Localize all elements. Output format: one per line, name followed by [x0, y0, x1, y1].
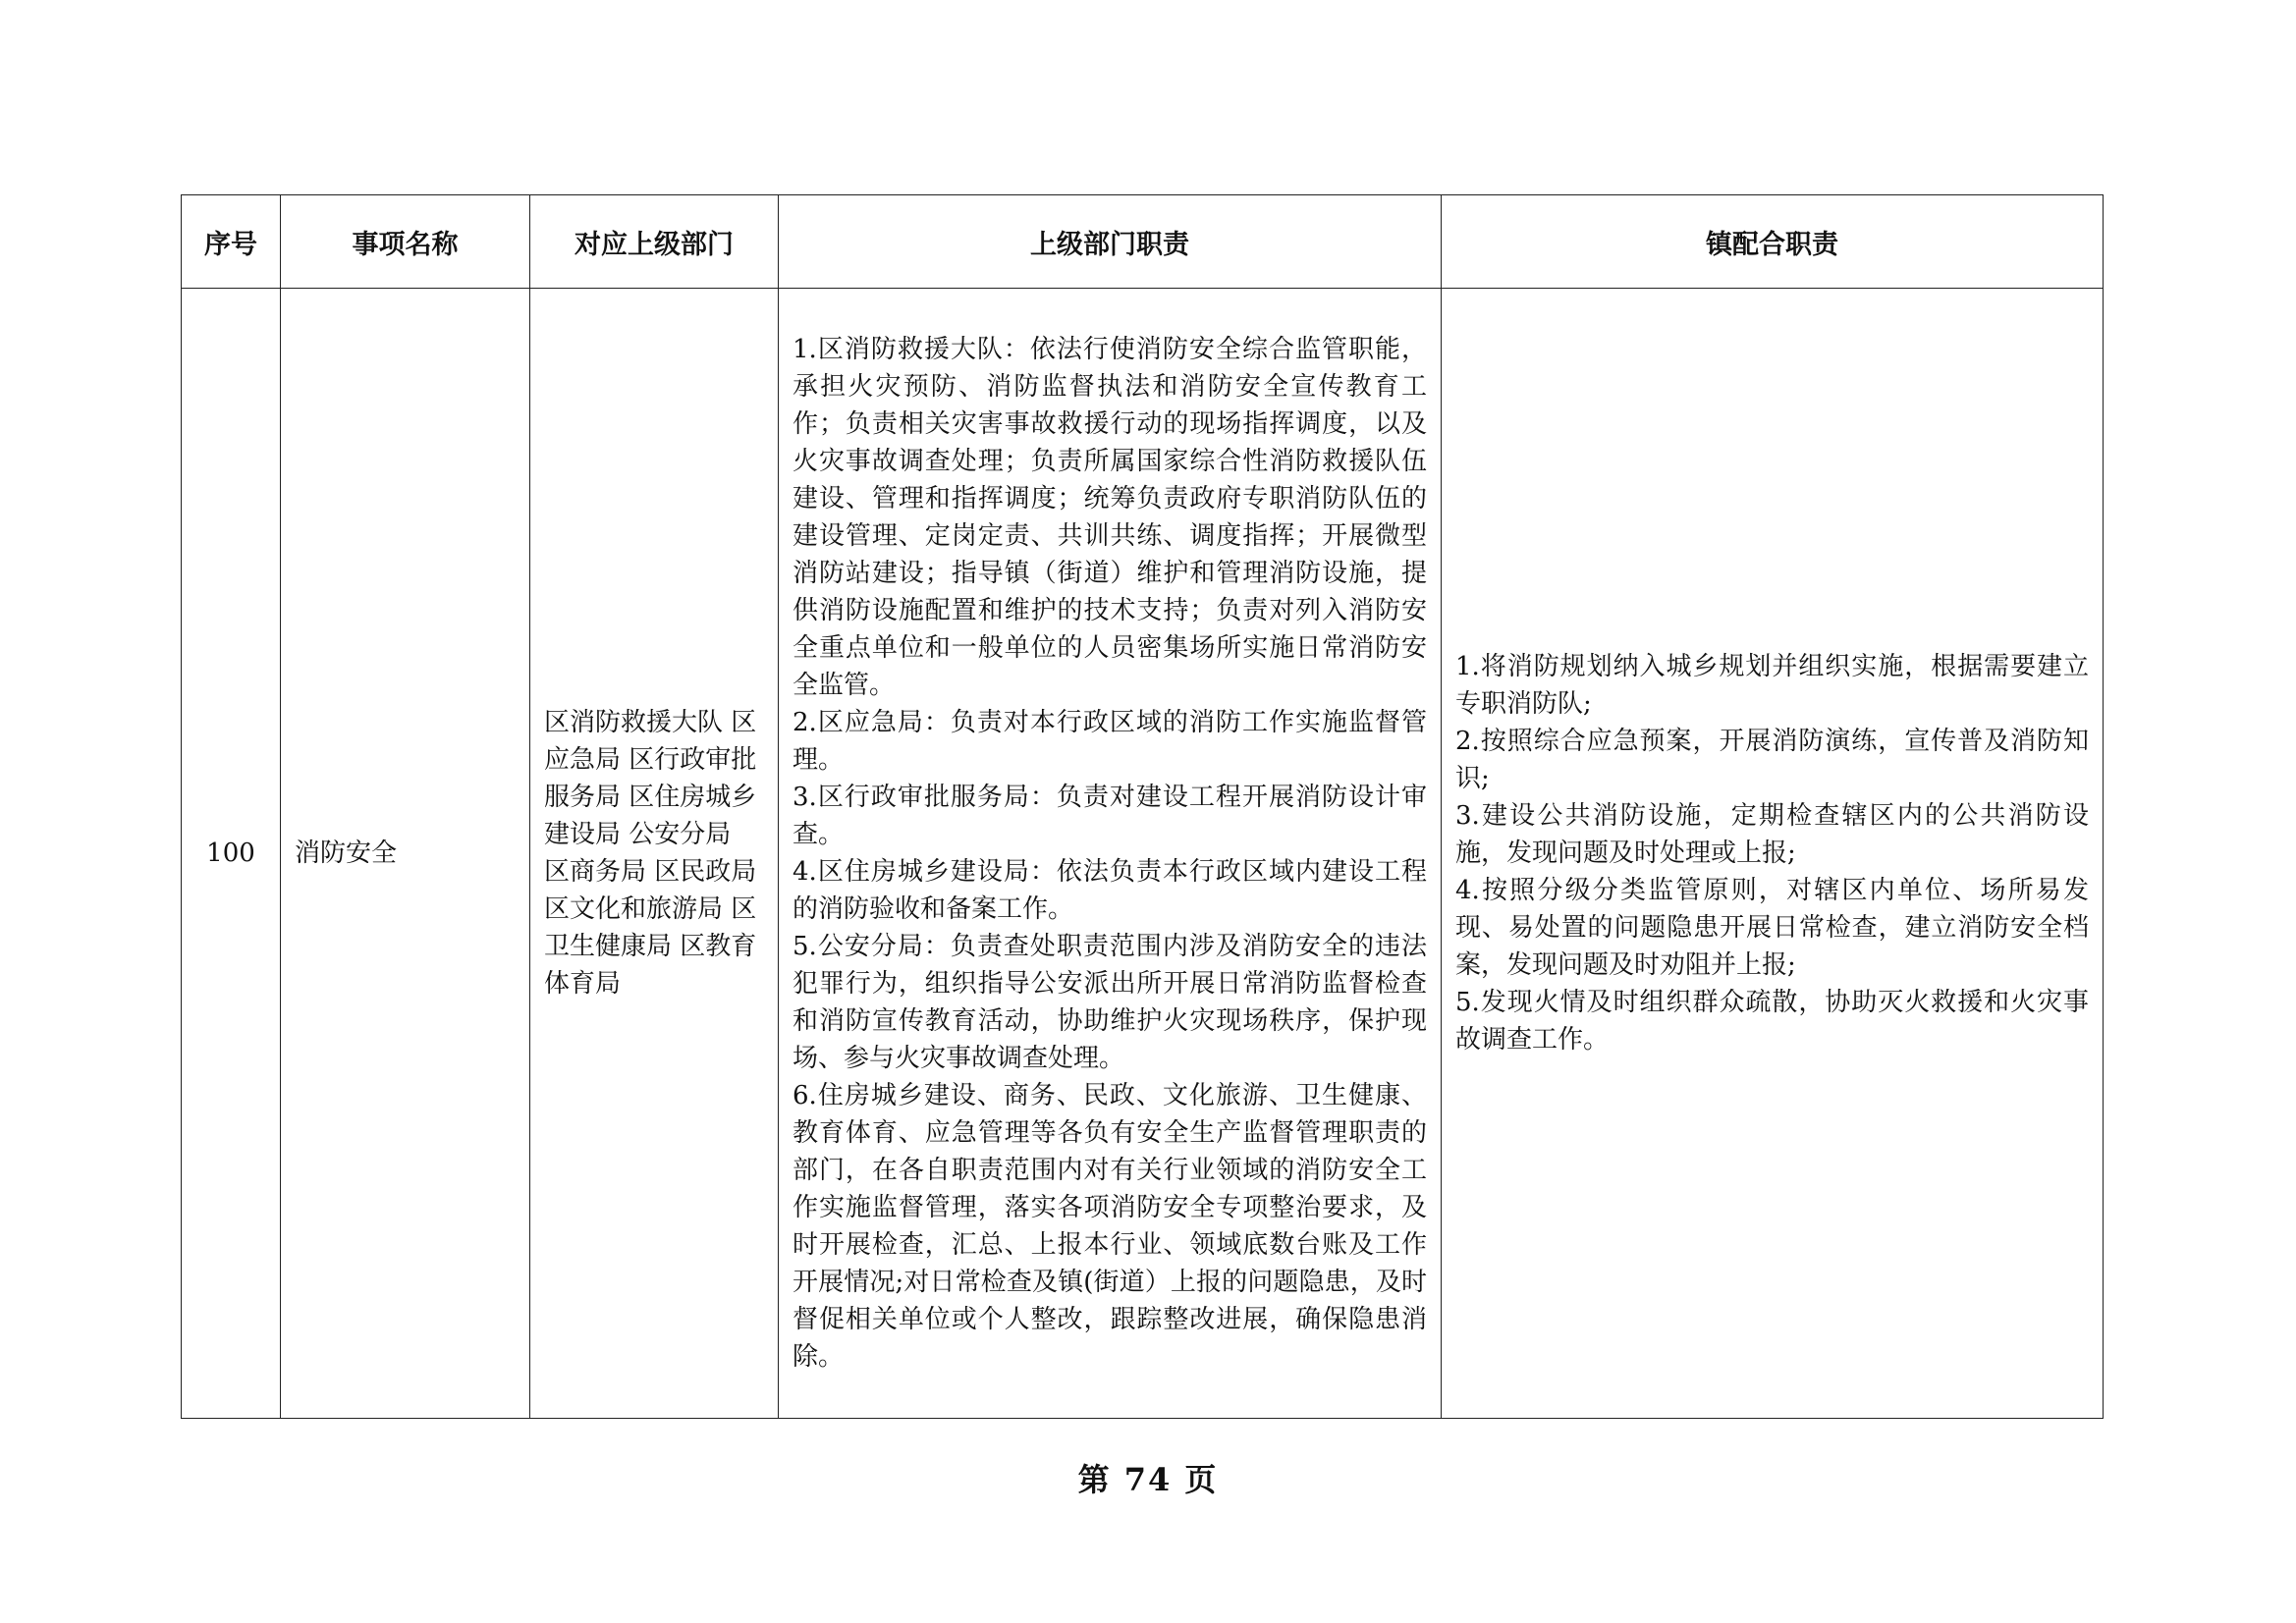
upper-duty-item: 1.区消防救援大队：依法行使消防安全综合监管职能，承担火灾预防、消防监督执法和消防安全宣传教育工作；负责相关灾害事故救援行动的现场指挥调度，以及火灾事故调查处理；负责所属国家综合性消防救援队伍建设、管理和指挥调度；统筹负责政府专职消防队伍的建设管理、定岗定责、共训共练、调度指挥；开展微型消防站建设；指导镇（街道）维护和管理消防设施，提供消防设施配置和维护的技术支持；负责对列入消防安全重点单位和一般单位的人员密集场所实施日常消防安全监管。 [793, 335, 1427, 700]
header-item-name: 事项名称 [281, 195, 530, 289]
header-upper-department: 对应上级部门 [530, 195, 779, 289]
town-duty-item: 1.将消防规划纳入城乡规划并组织实施，根据需要建立专职消防队; [1455, 652, 2089, 719]
town-duty-item: 3.建设公共消防设施，定期检查辖区内的公共消防设施，发现问题及时处理或上报; [1455, 801, 2089, 868]
cell-serial-number: 100 [182, 289, 281, 1419]
header-upper-duties: 上级部门职责 [779, 195, 1442, 289]
cell-town-duties [1442, 289, 2104, 1419]
table-header-row [182, 195, 2104, 289]
upper-duty-item: 6.住房城乡建设、商务、民政、文化旅游、卫生健康、教育体育、应急管理等各负有安全生产监督管理职责的部门，在各自职责范围内对有关行业领域的消防安全工作实施监督管理，落实各项消防安全专项整治要求，及时开展检查，汇总、上报本行业、领域底数台账及工作开展情况;对日常检查及镇(街道）上报的问题隐患，及时督促相关单位或个人整改，跟踪整改进展，确保隐患消除。 [793, 1081, 1427, 1372]
cell-departments: 区消防救援大队 区应急局 区行政审批服务局 区住房城乡建设局 公安分局 区商务局 区民政局 区文化和旅游局 区卫生健康局 区教育体育局 [530, 289, 779, 1419]
town-duty-item: 2.按照综合应急预案，开展消防演练，宣传普及消防知识; [1455, 727, 2089, 793]
upper-duty-item: 4.区住房城乡建设局：依法负责本行政区域内建设工程的消防验收和备案工作。 [793, 857, 1427, 924]
table-row [182, 289, 2104, 1419]
upper-duty-item: 2.区应急局：负责对本行政区域的消防工作实施监督管理。 [793, 708, 1427, 775]
cell-item-name: 消防安全 [281, 289, 530, 1419]
page-number: 第 74 页 [1077, 1461, 1219, 1498]
town-duty-item: 5.发现火情及时组织群众疏散，协助灭火救援和火灾事故调查工作。 [1455, 988, 2089, 1055]
header-town-duties: 镇配合职责 [1442, 195, 2104, 289]
upper-duty-item: 3.区行政审批服务局：负责对建设工程开展消防设计审查。 [793, 783, 1427, 849]
cell-upper-duties [779, 289, 1442, 1419]
town-duty-item: 4.按照分级分类监管原则，对辖区内单位、场所易发现、易处置的问题隐患开展日常检查，建立消防安全档案，发现问题及时劝阻并上报; [1455, 876, 2089, 980]
responsibility-table [181, 194, 2104, 1419]
upper-duty-item: 5.公安分局：负责查处职责范围内涉及消防安全的违法犯罪行为，组织指导公安派出所开展日常消防监督检查和消防宣传教育活动，协助维护火灾现场秩序，保护现场、参与火灾事故调查处理。 [793, 932, 1427, 1073]
header-serial-number: 序号 [182, 195, 281, 289]
